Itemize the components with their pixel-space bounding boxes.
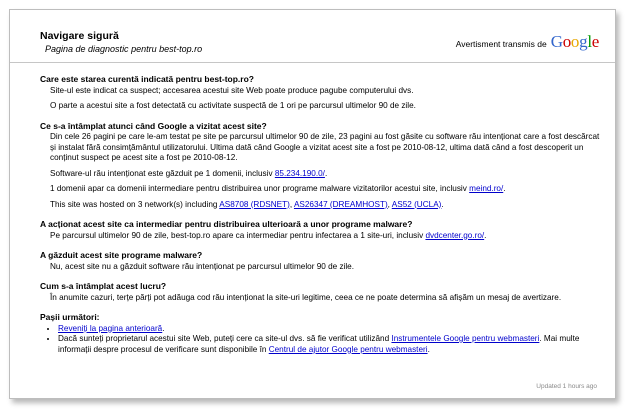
network-link-as52[interactable]: AS52 (UCLA) bbox=[391, 199, 442, 209]
page-subtitle bbox=[45, 44, 202, 54]
page-title: Navigare sigură bbox=[40, 30, 119, 42]
punct: . bbox=[503, 184, 506, 193]
logo-letter: e bbox=[591, 32, 599, 51]
next-steps-list bbox=[40, 324, 600, 356]
infected-site-link[interactable]: dvdcenter.go.ro/ bbox=[425, 230, 485, 240]
status-text: Site-ul este indicat ca suspect; accesarea acestui site Web poate produce pagube computerului dvs. bbox=[50, 85, 414, 95]
intermediary-text bbox=[50, 231, 600, 242]
owner-text-prefix: Dacă sunteți proprietarul acestui site Web, puteți cere ca site-ul dvs. să fie verificat utilizând bbox=[58, 334, 390, 343]
warning-label: Avertisment transmis de bbox=[455, 38, 547, 49]
logo-letter: G bbox=[550, 32, 563, 51]
subtitle-prefix: Pagina de diagnostic pentru bbox=[45, 44, 157, 54]
intermediary-text-prefix: Pe parcursul ultimelor 90 de zile, best-top.ro apare ca intermediar pentru infectarea a 1 site-uri, inclusiv bbox=[50, 230, 424, 240]
webmaster-help-link[interactable]: Centrul de ajutor Google pentru webmasteri bbox=[268, 344, 428, 354]
network-link-as8708[interactable]: AS8708 (RDSNET) bbox=[219, 199, 290, 209]
hosted-malware-text: Nu, acest site nu a găzduit software rău intenționat pe parcursul ultimelor 90 de zile. bbox=[50, 261, 355, 271]
diagnostic-content bbox=[40, 74, 600, 364]
updated-timestamp: Updated 1 hours ago bbox=[536, 383, 597, 390]
punct: . bbox=[427, 344, 430, 354]
diagnostic-page bbox=[9, 9, 616, 399]
hosting-prefix: Software-ul rău intenționat este găzduit pe 1 domenii, inclusiv bbox=[50, 168, 273, 178]
visit-summary: Din cele 26 pagini pe care le-am testat pe site pe parcursul ultimelor 90 de zile, 23 pagini au fost găsite cu software rău intenționat care a fost descărcat și instalat fără consimțământul utilizatorului. Ultima dată când Google a vizitat acest site a fost pe 2010-08-12, ultima dată când a fost descoperit un conținut suspect pe acest site a fost pe 2010-08-12. bbox=[50, 132, 600, 162]
section-current-status bbox=[40, 74, 600, 112]
intermediary-domains-text bbox=[50, 184, 600, 195]
section-heading: Care este starea curentă indicată pentru best-top.ro? bbox=[40, 74, 254, 84]
logo-letter: o bbox=[570, 32, 580, 51]
how-text: În anumite cazuri, terțe părți pot adăuga cod rău intenționat la site-uri legitime, ceea ce ne poate determina să afișăm un mesaj de avertizare. bbox=[50, 292, 562, 302]
intermediary-domain-link[interactable]: meind.ro/ bbox=[469, 184, 504, 193]
detection-text: O parte a acestui site a fost detectată cu activitate suspectă de 1 ori pe parcursul ultimelor 90 de zile. bbox=[50, 101, 416, 110]
hosting-text bbox=[50, 169, 600, 180]
section-heading: A găzduit acest site programe malware? bbox=[40, 250, 203, 260]
network-link-as26347[interactable]: AS26347 (DREAMHOST) bbox=[293, 199, 388, 209]
site-name: best-top.ro bbox=[159, 44, 203, 54]
punct: . bbox=[324, 168, 328, 178]
punct: . bbox=[441, 199, 444, 209]
owner-text-middle: . Mai multe informații despre procesul de verificare sunt disponibile în bbox=[58, 334, 580, 354]
section-intermediary bbox=[40, 219, 600, 241]
section-next-steps bbox=[40, 312, 600, 355]
logo-letter: l bbox=[587, 32, 592, 51]
intermediary-prefix: 1 domenii apar ca domenii intermediare pentru distribuirea unor programe malware vizitatorilor acestui site, inclusiv bbox=[50, 184, 467, 193]
list-item bbox=[58, 324, 600, 335]
logo-letter: o bbox=[562, 32, 571, 51]
go-back-link[interactable]: Reveniți la pagina anterioară bbox=[58, 323, 163, 333]
page-header bbox=[10, 10, 615, 63]
warning-source bbox=[456, 32, 599, 52]
section-how bbox=[40, 281, 600, 303]
webmaster-tools-link[interactable]: Instrumentele Google pentru webmasteri bbox=[391, 334, 540, 343]
section-google-visit bbox=[40, 121, 600, 211]
punct: , bbox=[289, 199, 293, 209]
networks-text bbox=[50, 200, 600, 211]
malware-domain-link[interactable]: 85.234.190.0/ bbox=[274, 168, 325, 178]
section-heading: Pașii următori: bbox=[40, 312, 100, 322]
section-heading: Ce s-a întâmplat atunci când Google a vizitat acest site? bbox=[40, 120, 267, 131]
section-hosted-malware bbox=[40, 250, 600, 272]
section-heading: Cum s-a întâmplat acest lucru? bbox=[40, 281, 167, 291]
google-logo bbox=[551, 32, 599, 52]
logo-letter: g bbox=[579, 32, 588, 51]
punct: . bbox=[162, 323, 165, 333]
section-heading: A acționat acest site ca intermediar pentru distribuirea ulterioară a unor programe malware? bbox=[40, 219, 413, 229]
list-item bbox=[58, 334, 600, 355]
punct: . bbox=[484, 230, 487, 240]
punct: , bbox=[387, 199, 390, 209]
networks-prefix: This site was hosted on 3 network(s) including bbox=[50, 199, 218, 209]
